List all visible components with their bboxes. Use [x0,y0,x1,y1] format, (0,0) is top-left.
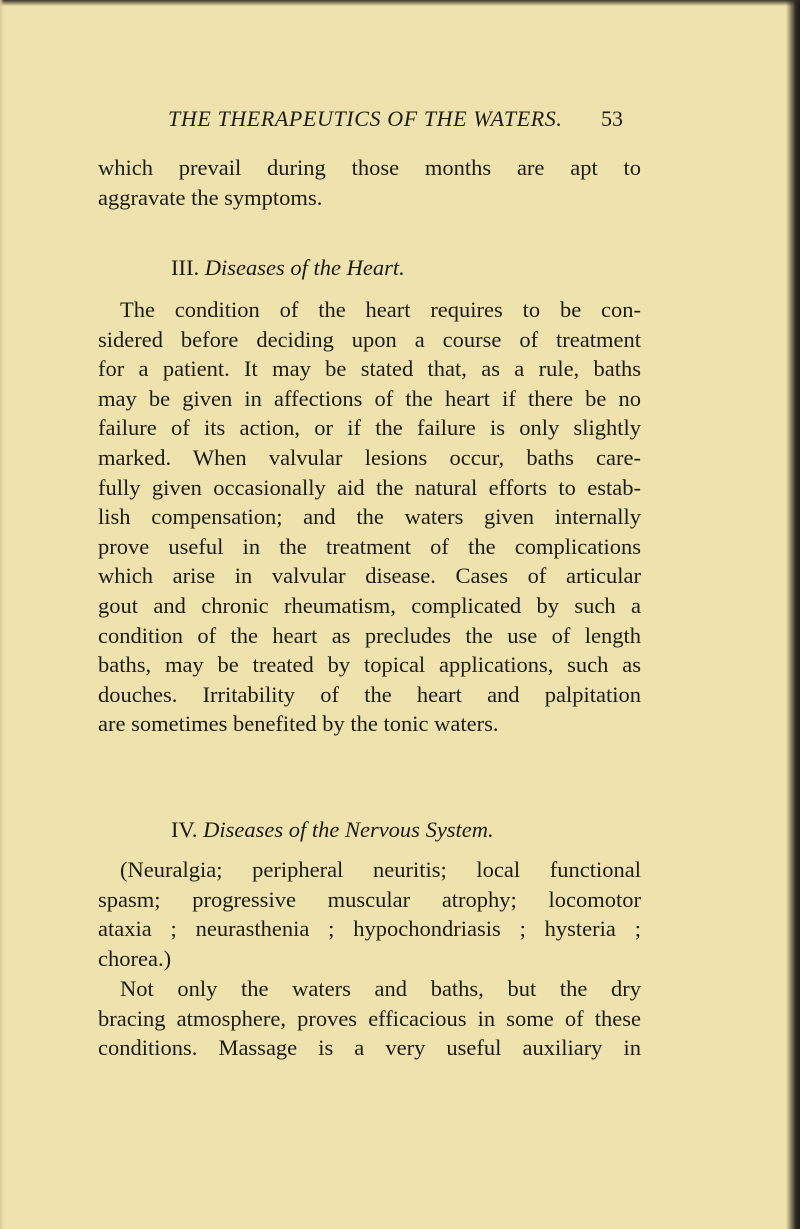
section-title: Diseases of the Nervous System. [203,817,494,842]
text-line: baths, may be treated by topical applications, such as [98,652,641,678]
text-line: are sometimes benefited by the tonic waters. [98,711,499,737]
text-line: for a patient. It may be stated that, as a rule, baths [98,356,641,382]
text-line: prove useful in the treatment of the complications [98,533,641,559]
text-line: douches. Irritability of the heart and palpitation [98,681,641,707]
section-conditions-list [98,855,641,973]
text-line: Not only the waters and baths, but the dry [120,976,641,1001]
text-line: sidered before deciding upon a course of treatment [98,326,641,352]
section-number: IV. [171,817,198,842]
page-left-edge [0,0,4,1229]
text-line: conditions. Massage is a very useful auxiliary in [98,1035,641,1061]
text-line: (Neuralgia; peripheral neuritis; local functional [120,857,641,882]
section-title: Diseases of the Heart. [204,255,405,280]
text-line: which prevail during those months are apt to [98,155,641,180]
text-line: lish compensation; and the waters given internally [98,504,641,530]
text-line: aggravate the symptoms. [98,184,323,210]
text-line: failure of its action, or if the failure is only slightly [98,415,641,441]
page-number: 53 [601,106,623,131]
page-top-shadow [0,0,800,6]
text-line: condition of the heart as precludes the use of length [98,622,641,648]
text-line: spasm; progressive muscular atrophy; locomotor [98,886,641,912]
text-line: which arise in valvular disease. Cases of articular [98,563,641,589]
section-heading-nervous [171,817,494,843]
text-line: chorea.) [98,945,172,971]
text-line: fully given occasionally aid the natural efforts to estab- [98,474,641,500]
section-body-nervous [98,974,641,1063]
text-line: ataxia ; neurasthenia ; hypochondriasis ; hysteria ; [98,916,641,942]
text-line: gout and chronic rheumatism, complicated by such a [98,592,641,618]
text-line: may be given in affections of the heart if there be no [98,385,641,411]
page-binding-edge [786,0,800,1229]
running-head [168,106,623,132]
running-title: THE THERAPEUTICS OF THE WATERS. [168,106,563,131]
text-line: marked. When valvular lesions occur, baths care- [98,444,641,470]
intro-paragraph [98,153,641,212]
section-heading-heart [171,255,405,281]
text-line: bracing atmosphere, proves efficacious in some of these [98,1005,641,1031]
text-line: The condition of the heart requires to be con- [120,297,641,322]
section-body-heart [98,295,641,739]
section-number: III. [171,255,200,280]
